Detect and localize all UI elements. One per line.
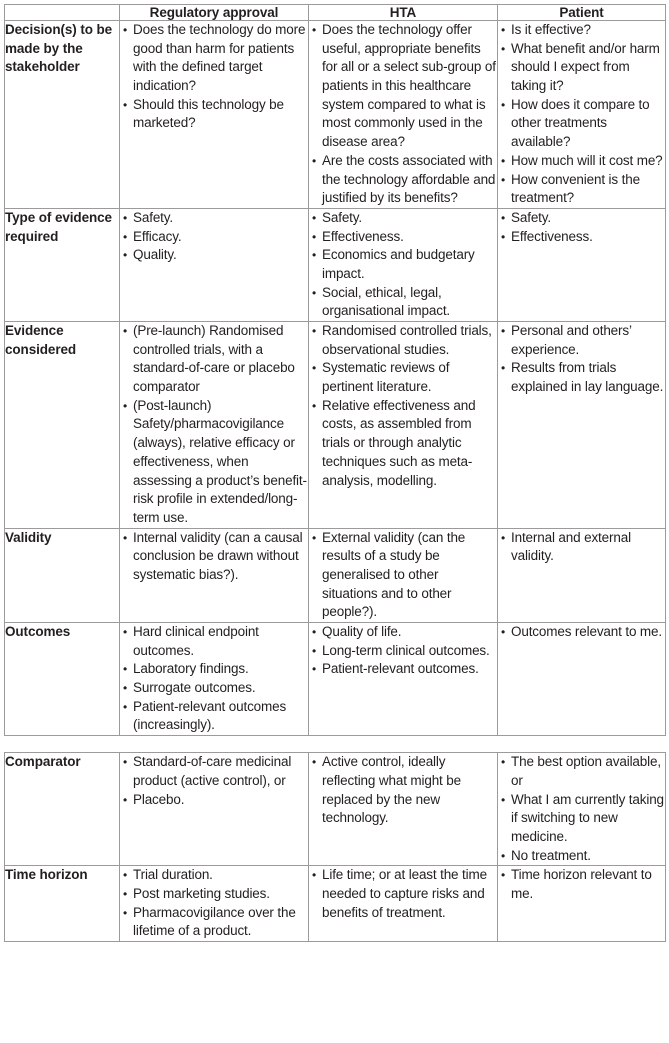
bullet-list-regulatory xyxy=(120,322,308,528)
bullet-item: • Pharmacovigilance over the lifetime of a product. xyxy=(133,904,308,941)
bullet-item: • Quality. xyxy=(133,246,308,265)
bullet-item: • Patient-relevant outcomes (increasingly). xyxy=(133,698,308,735)
cell-hta xyxy=(309,866,498,942)
table-row xyxy=(5,866,666,942)
bullet-item: • Safety. xyxy=(322,209,497,228)
bullet-item: • Are the costs associated with the technology affordable and justified by its benefits? xyxy=(322,152,497,208)
table-row xyxy=(5,753,666,866)
bullet-item: • How convenient is the treatment? xyxy=(511,171,665,208)
bullet-item: • Placebo. xyxy=(133,791,308,810)
bullet-item: • Standard-of-care medicinal product (active control), or xyxy=(133,753,308,790)
bullet-item: • Should this technology be marketed? xyxy=(133,96,308,133)
bullet-item: • Does the technology do more good than harm for patients with the defined target indication? xyxy=(133,21,308,96)
header-cell-hta: HTA xyxy=(309,5,498,21)
bullet-item: • Results from trials explained in lay language. xyxy=(511,359,665,396)
bullet-item: • Quality of life. xyxy=(322,623,497,642)
stakeholder-comparison-table-part-2 xyxy=(4,752,666,942)
cell-regulatory xyxy=(120,528,309,622)
cell-hta xyxy=(309,528,498,622)
bullet-list-hta xyxy=(309,529,497,622)
bullet-list-patient xyxy=(498,866,665,903)
bullet-item: • Does the technology offer useful, appropriate benefits for all or a select sub-group of patients in this healthcare system compared to what is most commonly used in the disease area? xyxy=(322,21,497,152)
row-label-outcomes: Outcomes xyxy=(5,623,120,736)
row-label-validity: Validity xyxy=(5,528,120,622)
cell-regulatory xyxy=(120,208,309,321)
cell-regulatory xyxy=(120,866,309,942)
bullet-list-hta xyxy=(309,322,497,490)
bullet-item: • Social, ethical, legal, organisational impact. xyxy=(322,284,497,321)
bullet-item: • Active control, ideally reflecting what might be replaced by the new technology. xyxy=(322,753,497,828)
bullet-item: • Life time; or at least the time needed to capture risks and benefits of treatment. xyxy=(322,866,497,922)
bullet-item: • (Post-launch) Safety/pharmacovigilance (always), relative efficacy or effectiveness, when assessing a product’s benefit-risk profile in extended/long-term use. xyxy=(133,397,308,528)
bullet-item: • Effectiveness. xyxy=(511,228,665,247)
bullet-item: • Safety. xyxy=(511,209,665,228)
bullet-item: • Systematic reviews of pertinent literature. xyxy=(322,359,497,396)
bullet-list-patient xyxy=(498,322,665,397)
bullet-item: • Hard clinical endpoint outcomes. xyxy=(133,623,308,660)
row-label-time-horizon: Time horizon xyxy=(5,866,120,942)
bullet-list-patient xyxy=(498,623,665,642)
bullet-item: • How does it compare to other treatments available? xyxy=(511,96,665,152)
cell-regulatory xyxy=(120,322,309,529)
table-body-part-2 xyxy=(5,753,666,942)
bullet-item: • Efficacy. xyxy=(133,228,308,247)
bullet-item: • External validity (can the results of a study be generalised to other situations and to other people?). xyxy=(322,529,497,622)
bullet-list-hta xyxy=(309,623,497,679)
bullet-list-patient xyxy=(498,21,665,208)
row-label-decision-s-to-be-made-by-the-stakeholder: Decision(s) to be made by the stakeholder xyxy=(5,21,120,209)
bullet-item: • Surrogate outcomes. xyxy=(133,679,308,698)
bullet-item: • Time horizon relevant to me. xyxy=(511,866,665,903)
cell-patient xyxy=(498,753,666,866)
bullet-list-regulatory xyxy=(120,753,308,809)
bullet-item: • Patient-relevant outcomes. xyxy=(322,660,497,679)
table-row xyxy=(5,623,666,736)
row-label-evidence-considered: Evidence considered xyxy=(5,322,120,529)
table-segment-separator xyxy=(4,736,665,752)
bullet-list-patient xyxy=(498,209,665,246)
bullet-item: • Effectiveness. xyxy=(322,228,497,247)
bullet-item: • Outcomes relevant to me. xyxy=(511,623,665,642)
table-row xyxy=(5,208,666,321)
bullet-item: • What benefit and/or harm should I expect from taking it? xyxy=(511,40,665,96)
cell-patient xyxy=(498,322,666,529)
bullet-item: • Randomised controlled trials, observational studies. xyxy=(322,322,497,359)
bullet-item: • Economics and budgetary impact. xyxy=(322,246,497,283)
row-label-comparator: Comparator xyxy=(5,753,120,866)
table-row xyxy=(5,322,666,529)
bullet-list-patient xyxy=(498,753,665,865)
bullet-item: • What I am currently taking if switching to new medicine. xyxy=(511,791,665,847)
cell-patient xyxy=(498,623,666,736)
bullet-item: • Personal and others’ experience. xyxy=(511,322,665,359)
bullet-item: • Long-term clinical outcomes. xyxy=(322,642,497,661)
cell-hta xyxy=(309,208,498,321)
bullet-item: • No treatment. xyxy=(511,847,665,866)
bullet-item: • Trial duration. xyxy=(133,866,308,885)
table-row xyxy=(5,21,666,209)
cell-hta xyxy=(309,322,498,529)
cell-regulatory xyxy=(120,21,309,209)
table-body-part-1 xyxy=(5,21,666,736)
bullet-item: • (Pre-launch) Randomised controlled trials, with a standard-of-care or placebo comparator xyxy=(133,322,308,397)
bullet-item: • Is it effective? xyxy=(511,21,665,40)
bullet-item: • Relative effectiveness and costs, as assembled from trials or through analytic techniques such as meta-analysis, modelling. xyxy=(322,397,497,490)
row-label-type-of-evidence-required: Type of evidence required xyxy=(5,208,120,321)
bullet-list-regulatory xyxy=(120,623,308,735)
cell-patient xyxy=(498,528,666,622)
bullet-item: • Post marketing studies. xyxy=(133,885,308,904)
cell-regulatory xyxy=(120,623,309,736)
table-header xyxy=(5,5,666,21)
header-cell-blank xyxy=(5,5,120,21)
bullet-list-regulatory xyxy=(120,21,308,133)
bullet-list-regulatory xyxy=(120,529,308,585)
bullet-item: • The best option available, or xyxy=(511,753,665,790)
bullet-item: • Laboratory findings. xyxy=(133,660,308,679)
cell-patient xyxy=(498,866,666,942)
bullet-item: • How much will it cost me? xyxy=(511,152,665,171)
bullet-list-regulatory xyxy=(120,209,308,265)
bullet-list-hta xyxy=(309,753,497,828)
cell-patient xyxy=(498,21,666,209)
table-row xyxy=(5,528,666,622)
bullet-list-hta xyxy=(309,21,497,208)
header-row xyxy=(5,5,666,21)
header-cell-patient: Patient xyxy=(498,5,666,21)
cell-regulatory xyxy=(120,753,309,866)
cell-hta xyxy=(309,753,498,866)
bullet-list-hta xyxy=(309,866,497,922)
cell-hta xyxy=(309,21,498,209)
bullet-list-hta xyxy=(309,209,497,321)
bullet-item: • Safety. xyxy=(133,209,308,228)
stakeholder-comparison-table-part-1 xyxy=(4,4,666,736)
cell-hta xyxy=(309,623,498,736)
bullet-list-regulatory xyxy=(120,866,308,941)
cell-patient xyxy=(498,208,666,321)
bullet-item: • Internal validity (can a causal conclusion be drawn without systematic bias?). xyxy=(133,529,308,585)
header-cell-regulatory-approval: Regulatory approval xyxy=(120,5,309,21)
bullet-item: • Internal and external validity. xyxy=(511,529,665,566)
bullet-list-patient xyxy=(498,529,665,566)
